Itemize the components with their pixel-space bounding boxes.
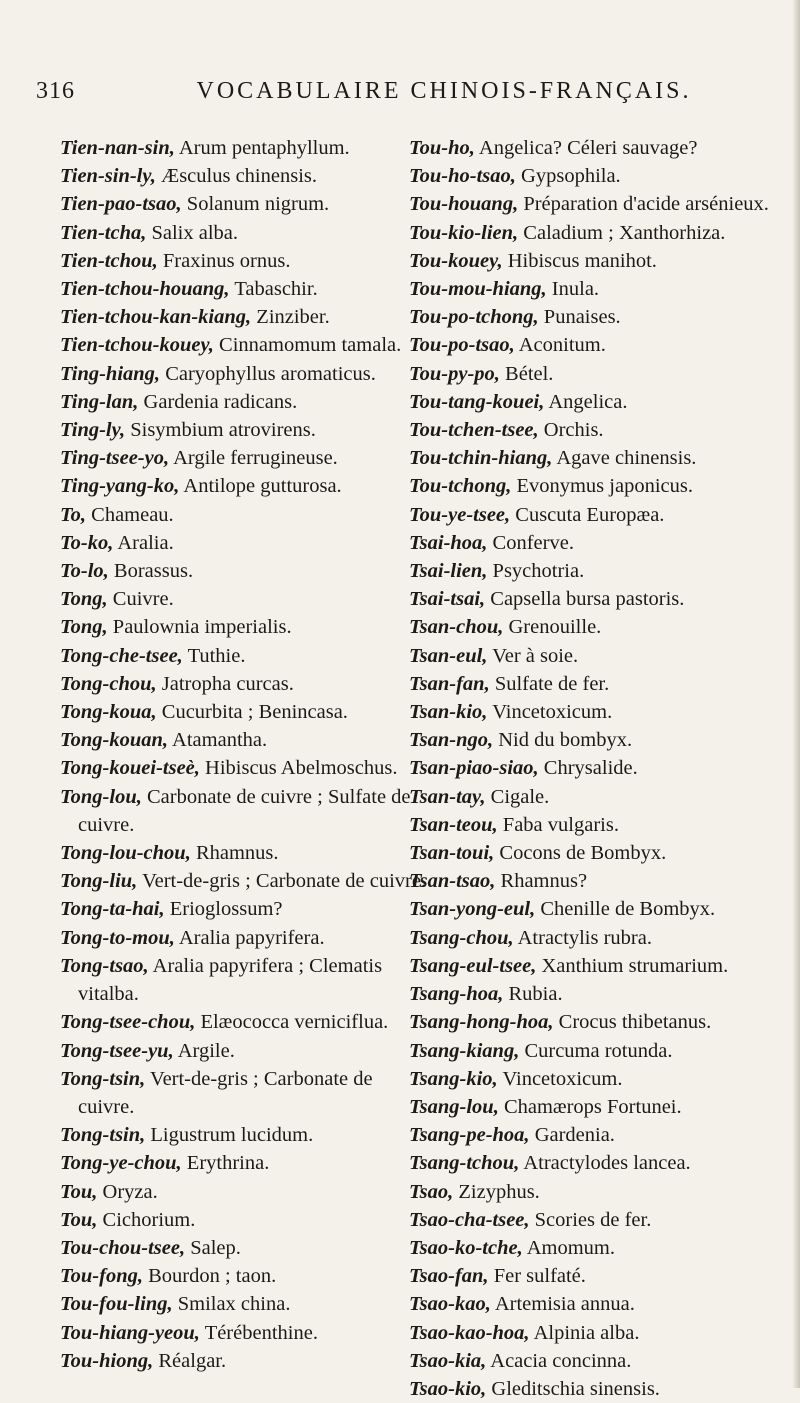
entry-gloss: Caryophyllus aromaticus. [165,362,376,385]
entry-gloss: Faba vulgaris. [502,813,619,836]
dictionary-entry [409,529,793,557]
entry-gloss: Oryza. [102,1180,158,1203]
entry-gloss: Zinziber. [256,306,330,329]
entry-gloss: Préparation d'acide arsénieux. [523,193,769,216]
entry-term: Tong-kouei-tseè, [60,757,200,780]
dictionary-entry [409,247,793,275]
entry-term: To, [60,503,87,526]
entry-gloss: Cigale. [490,785,550,808]
dictionary-entry [409,1065,793,1093]
entry-gloss: Salix alba. [151,221,239,244]
entry-term: Tsan-eul, [409,644,488,667]
dictionary-entry [409,839,793,867]
dictionary-entry [409,952,793,980]
entry-term: Tien-nan-sin, [60,137,175,159]
entry-term: Tong-ta-hai, [60,898,165,921]
entry-term: Tsan-fan, [409,672,490,695]
dictionary-entry [60,1234,428,1262]
entry-gloss: Cuivre. [112,588,174,611]
dictionary-entry [409,895,793,923]
entry-gloss: Capsella bursa pastoris. [490,588,685,611]
entry-term: Ting-tsee-yo, [60,447,170,470]
entry-term: Tou-po-tsao, [409,334,515,357]
entry-gloss: Aralia papyrifera. [178,926,325,949]
entry-gloss: Arum pentaphyllum. [178,137,350,159]
entry-term: Tsan-yong-eul, [409,898,536,921]
entry-term: Tien-sin-ly, [60,165,156,188]
entry-term: Tsan-chou, [409,616,504,639]
entry-gloss: Sisymbium atrovirens. [130,419,316,442]
entry-term: Tien-tcha, [60,221,147,244]
entry-gloss: Borassus. [113,560,194,583]
dictionary-entry [60,388,428,416]
entry-term: Tsao-ko-tche, [409,1236,523,1259]
right-column [409,134,793,1403]
entry-gloss: Carbonate de cuivre ; Sulfate de cuivre. [78,785,411,836]
entry-gloss: Vincetoxicum. [502,1067,623,1090]
entry-term: Tong-tsee-yu, [60,1039,174,1062]
dictionary-entry [409,1178,793,1206]
entry-term: Tong-tsao, [60,954,149,977]
dictionary-entry [60,585,428,613]
dictionary-entry [60,162,428,190]
page-header [36,78,796,118]
entry-term: Ting-ly, [60,419,126,442]
entry-gloss: Hibiscus Abelmoschus. [205,757,398,780]
entry-gloss: Solanum nigrum. [186,193,330,216]
dictionary-entry [60,1121,428,1149]
dictionary-entry [60,360,428,388]
dictionary-entry [409,360,793,388]
dictionary-entry [60,501,428,529]
entry-gloss: Amomum. [526,1236,615,1259]
entry-gloss: Cichorium. [102,1208,196,1231]
dictionary-entry [60,726,428,754]
dictionary-entry [60,1347,428,1375]
dictionary-entry [60,670,428,698]
dictionary-entry [60,1065,428,1121]
entry-term: Tsan-teou, [409,813,498,836]
entry-term: Tsan-piao-siao, [409,757,539,780]
entry-gloss: Aconitum. [518,334,606,357]
entry-gloss: Cocons de Bombyx. [499,842,667,865]
left-column [60,134,428,1375]
entry-term: Ting-yang-ko, [60,475,180,498]
entry-term: Tou-tchong, [409,475,512,498]
entry-term: Tong-to-mou, [60,926,175,949]
dictionary-entry [409,1290,793,1318]
entry-gloss: Evonymus japonicus. [516,475,693,498]
dictionary-entry [409,924,793,952]
entry-term: Tong-ye-chou, [60,1152,182,1175]
dictionary-entry [60,134,428,162]
entry-gloss: Acacia concinna. [490,1349,632,1372]
entry-gloss: Aralia. [117,531,174,554]
entry-term: Tsao-fan, [409,1265,489,1288]
entry-term: Tou-po-tchong, [409,306,539,329]
entry-gloss: Hibiscus manihot. [507,249,657,272]
entry-term: Tsai-hoa, [409,531,488,554]
entry-term: Tsang-kiang, [409,1039,520,1062]
dictionary-entry [409,472,793,500]
entry-gloss: Fer sulfaté. [493,1265,586,1288]
entry-gloss: Conferve. [492,531,574,554]
dictionary-entry [60,1178,428,1206]
dictionary-entry [60,895,428,923]
entry-gloss: Chenille de Bombyx. [540,898,716,921]
dictionary-entry [60,952,428,1008]
entry-gloss: Gardenia radicans. [143,390,298,413]
entry-term: Tsao-kia, [409,1349,487,1372]
entry-term: Tong-kouan, [60,729,169,752]
entry-gloss: Agave chinensis. [556,447,697,470]
entry-gloss: Aralia papyrifera ; Clematis vitalba. [78,954,383,1006]
entry-term: Tou-ho, [409,137,475,159]
entry-term: Tsang-hong-hoa, [409,1011,554,1034]
dictionary-entry [409,1319,793,1347]
dictionary-entry [60,1037,428,1065]
entry-term: Ting-lan, [60,390,139,413]
entry-term: Tsao-kio, [409,1377,487,1400]
entry-gloss: Caladium ; Xanthorhiza. [523,221,726,244]
entry-gloss: Tabaschir. [234,278,318,301]
dictionary-entry [60,529,428,557]
entry-gloss: Curcuma rotunda. [524,1039,673,1062]
entry-gloss: Scories de fer. [534,1208,652,1231]
entry-term: Tou-tchin-hiang, [409,447,553,470]
dictionary-entry [60,1008,428,1036]
entry-gloss: Bourdon ; taon. [148,1265,277,1288]
dictionary-entry [409,416,793,444]
entry-term: Tong-lou, [60,785,142,808]
entry-gloss: Orchis. [543,419,604,442]
dictionary-entry [60,867,428,895]
entry-gloss: Fraxinus ornus. [162,249,291,272]
dictionary-entry [409,698,793,726]
entry-term: Tou-hiong, [60,1349,154,1372]
entry-gloss: Sulfate de fer. [494,672,610,695]
entry-gloss: Elæococca verniciflua. [200,1011,389,1034]
entry-term: Tou-fou-ling, [60,1293,173,1316]
dictionary-entry [60,219,428,247]
running-head: VOCABULAIRE CHINOIS-FRANÇAIS. [196,78,692,104]
entry-term: Tong-che-tsee, [60,644,183,667]
entry-term: Tou-fong, [60,1265,143,1288]
entry-gloss: Vert-de-gris ; Carbonate de cuivre. [142,870,427,893]
dictionary-entry [409,331,793,359]
entry-gloss: Gleditschia sinensis. [491,1377,660,1400]
entry-term: Ting-hiang, [60,362,161,385]
dictionary-entry [409,783,793,811]
entry-gloss: Chamærops Fortunei. [503,1095,682,1118]
entry-term: Tsang-kio, [409,1067,498,1090]
dictionary-entry [409,811,793,839]
entry-gloss: Bétel. [505,362,554,385]
dictionary-entry [60,783,428,839]
dictionary-entry [409,642,793,670]
entry-gloss: Tuthie. [187,644,246,667]
entry-term: Tou-hiang-yeou, [60,1321,200,1344]
entry-gloss: Alpinia alba. [533,1321,640,1344]
entry-term: Tsao-kao-hoa, [409,1321,530,1344]
entry-gloss: Argile. [177,1039,235,1062]
entry-gloss: Paulownia imperialis. [112,616,292,639]
dictionary-entry [409,219,793,247]
entry-gloss: Crocus thibetanus. [558,1011,712,1034]
entry-gloss: Æsculus chinensis. [160,165,317,188]
dictionary-entry [409,303,793,331]
dictionary-entry [60,275,428,303]
entry-term: Tou, [60,1180,98,1203]
dictionary-entry [409,726,793,754]
entry-gloss: Cuscuta Europæa. [515,503,665,526]
dictionary-entry [409,1375,793,1403]
entry-gloss: Rhamnus. [195,842,279,865]
dictionary-entry [409,585,793,613]
entry-gloss: Artemisia annua. [494,1293,635,1316]
dictionary-entry [60,924,428,952]
entry-gloss: Réalgar. [158,1349,227,1372]
entry-gloss: Cinnamomum tamala. [219,334,402,357]
page-edge [792,0,800,1388]
entry-term: Tou-ye-tsee, [409,503,511,526]
entry-gloss: Erioglossum? [169,898,283,921]
dictionary-entry [409,1008,793,1036]
dictionary-entry [60,839,428,867]
dictionary-entry [409,867,793,895]
entry-term: Tsai-lien, [409,560,488,583]
dictionary-entry [409,275,793,303]
dictionary-entry [409,1149,793,1177]
entry-gloss: Nid du bombyx. [498,729,633,752]
entry-gloss: Atractylodes lancea. [523,1152,691,1175]
entry-term: Tsan-toui, [409,842,495,865]
entry-term: Tsang-eul-tsee, [409,954,537,977]
entry-term: Tien-tchou-kan-kiang, [60,306,252,329]
entry-term: Tou-mou-hiang, [409,278,547,301]
entry-term: Tong-liu, [60,870,138,893]
entry-term: Tong-chou, [60,672,157,695]
dictionary-entry [60,754,428,782]
entry-term: Tou-tchen-tsee, [409,419,539,442]
entry-gloss: Vincetoxicum. [492,701,613,724]
entry-gloss: Grenouille. [508,616,602,639]
entry-gloss: Atamantha. [172,729,268,752]
entry-term: Tsao-cha-tsee, [409,1208,530,1231]
dictionary-entry [409,1037,793,1065]
entry-term: Tong-tsee-chou, [60,1011,196,1034]
entry-gloss: Chrysalide. [543,757,638,780]
entry-term: Tong-tsin, [60,1067,146,1090]
entry-term: Tong-tsin, [60,1124,146,1147]
dictionary-entry [60,247,428,275]
entry-term: Tien-tchou-kouey, [60,334,214,357]
entry-term: Tsan-ngo, [409,729,494,752]
entry-gloss: Térébenthine. [204,1321,318,1344]
entry-term: Tong-lou-chou, [60,842,191,865]
entry-gloss: Atractylis rubra. [517,926,652,949]
dictionary-entry [60,472,428,500]
dictionary-entry [409,501,793,529]
entry-term: Tong-koua, [60,701,157,724]
entry-term: Tong, [60,616,108,639]
dictionary-entry [409,134,793,162]
dictionary-entry [60,190,428,218]
dictionary-entry [60,303,428,331]
entry-term: Tou-tang-kouei, [409,390,545,413]
entry-term: Tong, [60,588,108,611]
entry-term: Tsang-chou, [409,926,514,949]
entry-gloss: Ver à soie. [492,644,579,667]
dictionary-entry [409,1347,793,1375]
entry-gloss: Psychotria. [492,560,585,583]
entry-term: Tsai-tsai, [409,588,486,611]
dictionary-entry [60,1262,428,1290]
entry-gloss: Angelica? Céleri sauvage? [478,137,698,159]
entry-gloss: Punaises. [543,306,621,329]
dictionary-entry [409,557,793,585]
dictionary-entry [60,1319,428,1347]
page-number: 316 [36,78,75,104]
dictionary-entry [409,1234,793,1262]
dictionary-entry [409,613,793,641]
dictionary-entry [60,331,428,359]
dictionary-entry [409,980,793,1008]
entry-term: Tou-houang, [409,193,519,216]
entry-gloss: Jatropha curcas. [161,672,294,695]
entry-term: Tsang-tchou, [409,1152,520,1175]
dictionary-entry [409,444,793,472]
entry-gloss: Vert-de-gris ; Carbonate de cuivre. [78,1067,373,1118]
entry-gloss: Rubia. [508,983,563,1006]
entry-term: Tou-kouey, [409,249,503,272]
dictionary-entry [409,670,793,698]
entry-gloss: Antilope gutturosa. [183,475,342,498]
entry-term: Tou-py-po, [409,362,500,385]
entry-term: Tsang-pe-hoa, [409,1124,530,1147]
entry-term: Tien-tchou, [60,249,158,272]
entry-term: Tsan-tay, [409,785,486,808]
dictionary-entry [60,444,428,472]
dictionary-entry [60,613,428,641]
dictionary-entry [409,190,793,218]
entry-term: Tsang-hoa, [409,983,504,1006]
dictionary-entry [60,557,428,585]
entry-term: Tien-tchou-houang, [60,278,230,301]
dictionary-entry [60,642,428,670]
dictionary-entry [409,1262,793,1290]
dictionary-entry [409,1121,793,1149]
entry-gloss: Angelica. [548,390,628,413]
entry-gloss: Gardenia. [534,1124,615,1147]
entry-term: Tsao, [409,1180,454,1203]
entry-gloss: Zizyphus. [458,1180,540,1203]
entry-term: Tou, [60,1208,98,1231]
entry-term: To-ko, [60,531,114,554]
entry-term: Tsang-lou, [409,1095,499,1118]
entry-gloss: Chameau. [91,503,174,526]
entry-term: Tou-chou-tsee, [60,1236,186,1259]
dictionary-entry [60,1206,428,1234]
dictionary-entry [60,1290,428,1318]
entry-gloss: Salep. [190,1236,241,1259]
entry-gloss: Smilax china. [177,1293,291,1316]
entry-gloss: Cucurbita ; Benincasa. [161,701,348,724]
dictionary-entry [409,754,793,782]
dictionary-entry [409,1093,793,1121]
entry-gloss: Rhamnus? [500,870,588,893]
entry-gloss: Xanthium strumarium. [541,954,729,977]
entry-term: Tsan-kio, [409,701,488,724]
entry-gloss: Argile ferrugineuse. [173,447,338,470]
entry-term: Tien-pao-tsao, [60,193,182,216]
dictionary-entry [409,1206,793,1234]
dictionary-entry [409,162,793,190]
dictionary-entry [60,1149,428,1177]
dictionary-entry [60,416,428,444]
entry-gloss: Erythrina. [186,1152,270,1175]
entry-term: Tsao-kao, [409,1293,491,1316]
entry-term: Tou-kio-lien, [409,221,519,244]
entry-gloss: Ligustrum lucidum. [150,1124,314,1147]
entry-gloss: Gypsophila. [521,165,621,188]
dictionary-entry [60,698,428,726]
entry-gloss: Inula. [551,278,600,301]
entry-term: Tsan-tsao, [409,870,496,893]
entry-term: To-lo, [60,560,109,583]
dictionary-entry [409,388,793,416]
entry-term: Tou-ho-tsao, [409,165,516,188]
